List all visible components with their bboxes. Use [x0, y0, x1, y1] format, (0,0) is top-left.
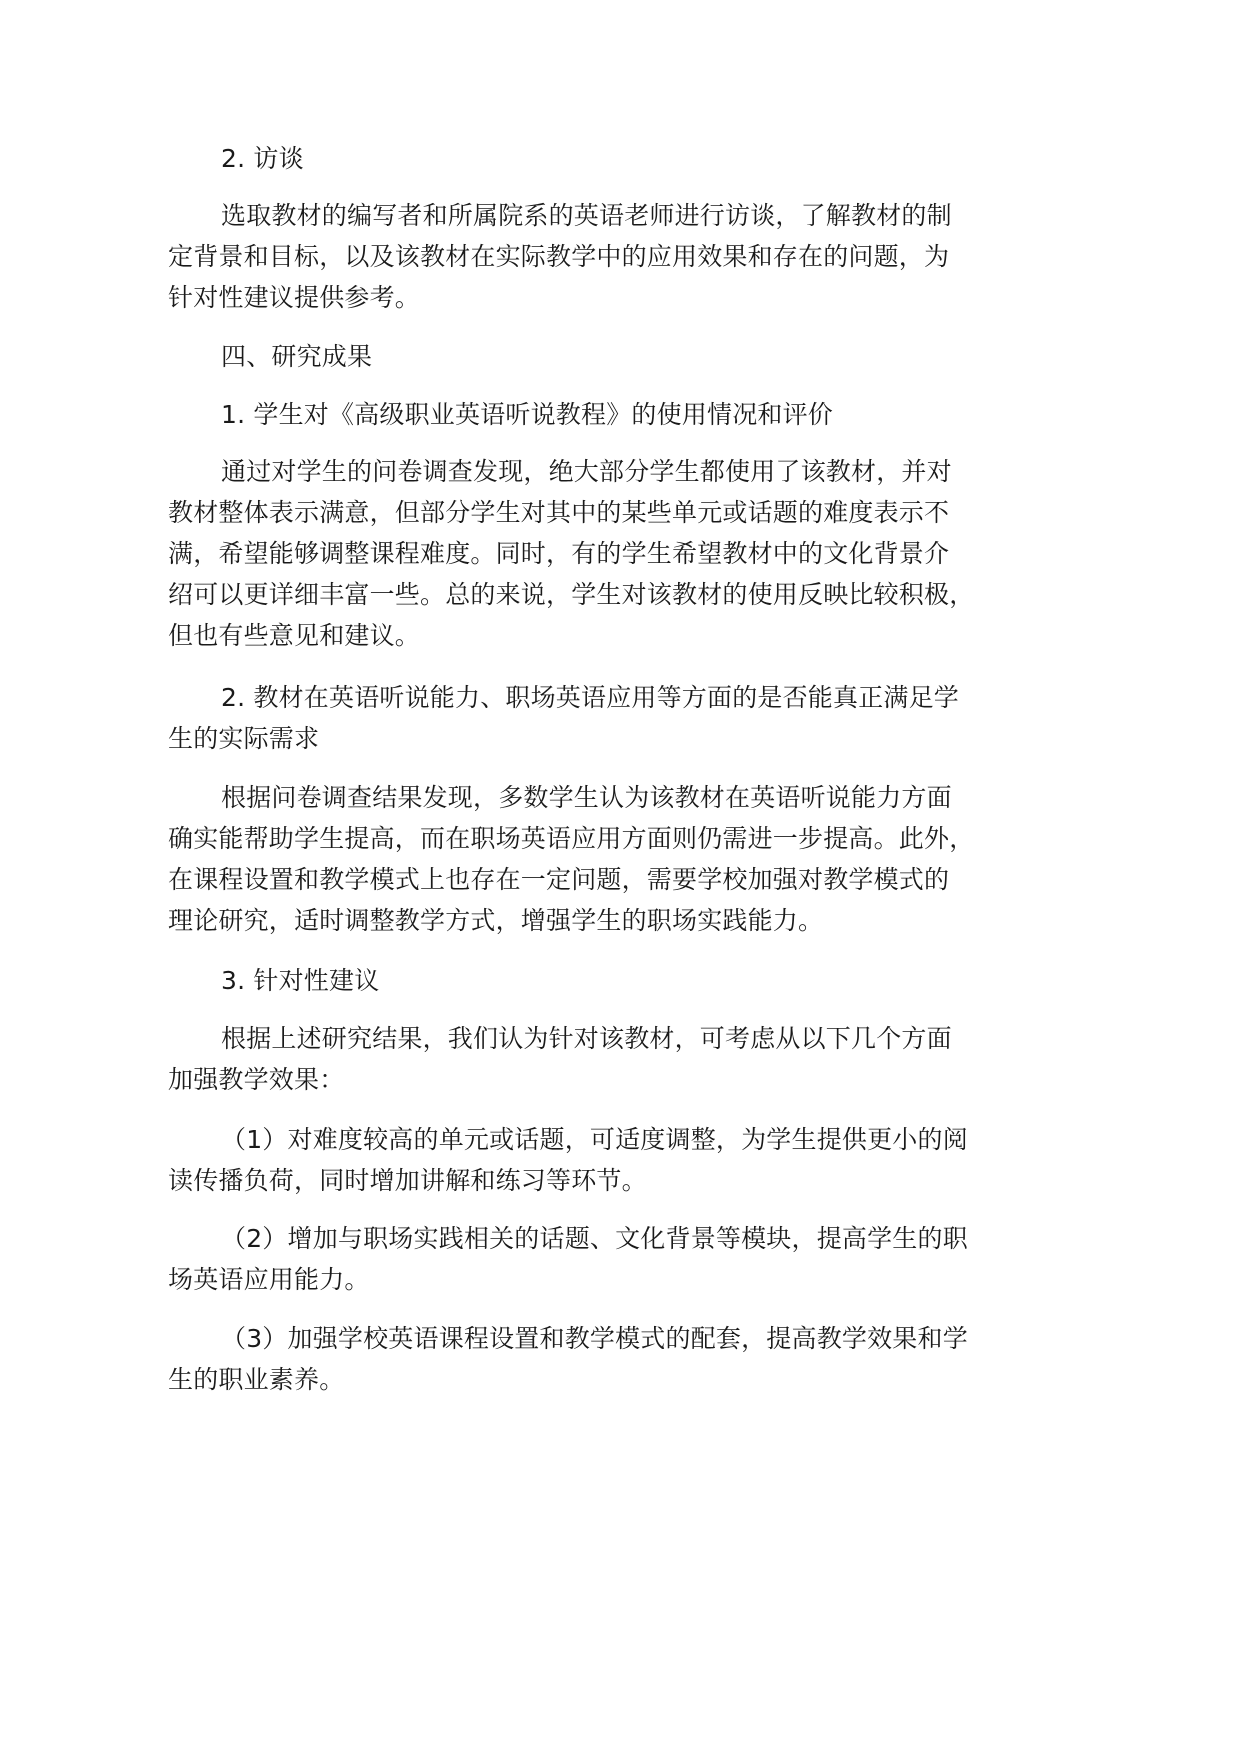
text-line: 根据上述研究结果，我们认为针对该教材，可考虑从以下几个方面 [221, 1024, 952, 1053]
text-line: （3）加强学校英语课程设置和教学模式的配套，提高教学效果和学 [221, 1324, 968, 1353]
text-line: 2. 访谈 [221, 144, 304, 173]
text-line: 但也有些意见和建议。 [168, 621, 421, 650]
text-line: 绍可以更详细丰富一些。总的来说，学生对该教材的使用反映比较积极， [168, 580, 975, 609]
text-line: 读传播负荷，同时增加讲解和练习等环节。 [168, 1166, 647, 1195]
text-line: 定背景和目标，以及该教材在实际教学中的应用效果和存在的问题，为 [168, 242, 950, 271]
text-line: 根据问卷调查结果发现，多数学生认为该教材在英语听说能力方面 [221, 783, 952, 812]
text-line: 在课程设置和教学模式上也存在一定问题，需要学校加强对教学模式的 [168, 865, 950, 894]
text-line: 加强教学效果： [168, 1065, 345, 1094]
text-line: 选取教材的编写者和所属院系的英语老师进行访谈，了解教材的制 [221, 201, 952, 230]
text-line: 1. 学生对《高级职业英语听说教程》的使用情况和评价 [221, 400, 834, 429]
text-line: 场英语应用能力。 [168, 1265, 370, 1294]
text-line: （2）增加与职场实践相关的话题、文化背景等模块，提高学生的职 [221, 1224, 968, 1253]
text-line: 生的实际需求 [168, 724, 320, 753]
text-line: 2. 教材在英语听说能力、职场英语应用等方面的是否能真正满足学 [221, 683, 960, 712]
text-line: 理论研究，适时调整教学方式，增强学生的职场实践能力。 [168, 906, 824, 935]
text-line: 通过对学生的问卷调查发现，绝大部分学生都使用了该教材，并对 [221, 457, 952, 486]
text-line: 满，希望能够调整课程难度。同时，有的学生希望教材中的文化背景介 [168, 539, 950, 568]
text-line: 四、研究成果 [221, 342, 373, 371]
text-line: 3. 针对性建议 [221, 966, 380, 995]
text-line: 生的职业素养。 [168, 1365, 345, 1394]
text-line: （1）对难度较高的单元或话题，可适度调整，为学生提供更小的阅 [221, 1125, 968, 1154]
text-line: 确实能帮助学生提高，而在职场英语应用方面则仍需进一步提高。此外， [168, 824, 975, 853]
text-line: 针对性建议提供参考。 [168, 283, 421, 312]
text-line: 教材整体表示满意，但部分学生对其中的某些单元或话题的难度表示不 [168, 498, 950, 527]
